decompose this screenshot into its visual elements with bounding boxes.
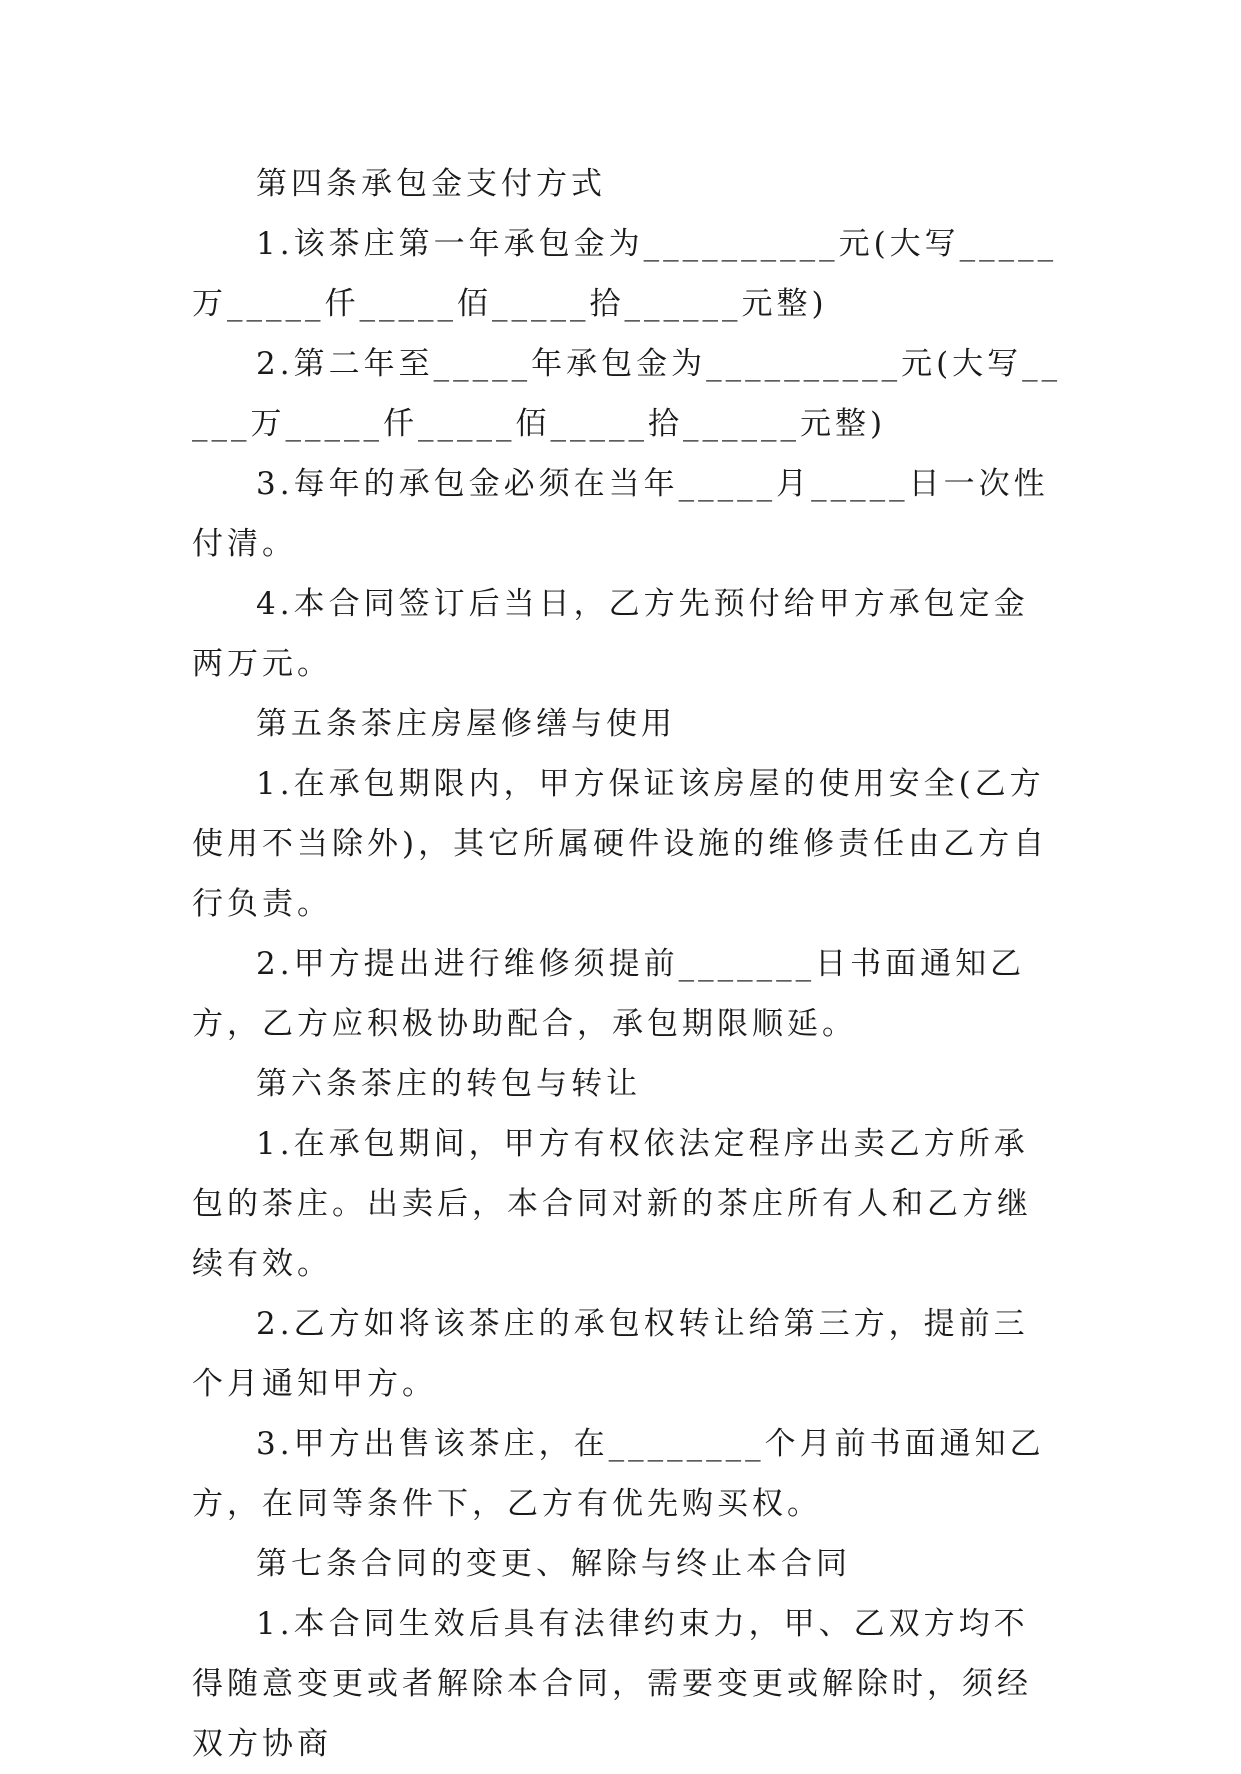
article-4-clause-2: 2.第二年至_____年承包金为__________元(大写_____万_____仟_____佰_____拾______元整) xyxy=(192,346,1062,442)
article-6-clause-3: 3.甲方出售该茶庄，在________个月前书面通知乙方，在同等条件下，乙方有优先购买权。 xyxy=(192,1426,1045,1522)
article-5-clause-2: 2.甲方提出进行维修须提前_______日书面通知乙方，乙方应积极协助配合，承包期限顺延。 xyxy=(192,946,1026,1042)
article-4-clause-4: 4.本合同签订后当日，乙方先预付给甲方承包定金两万元。 xyxy=(192,586,1029,682)
article-6-clause-1: 1.在承包期间，甲方有权依法定程序出卖乙方所承包的茶庄。出卖后，本合同对新的茶庄所有人和乙方继续有效。 xyxy=(192,1126,1032,1282)
article-7-clause-1: 1.本合同生效后具有法律约束力，甲、乙双方均不得随意变更或者解除本合同，需要变更或解除时，须经双方协商 xyxy=(192,1606,1032,1762)
article-6-clause-2: 2.乙方如将该茶庄的承包权转让给第三方，提前三个月通知甲方。 xyxy=(192,1306,1029,1402)
article-5-clause-1: 1.在承包期限内，甲方保证该房屋的使用安全(乙方使用不当除外)，其它所属硬件设施的维修责任由乙方自行负责。 xyxy=(192,766,1049,922)
article-7-heading: 第七条合同的变更、解除与终止本合同 xyxy=(256,1546,851,1582)
article-5-heading: 第五条茶庄房屋修缮与使用 xyxy=(256,706,676,742)
document-body xyxy=(192,154,1062,1774)
article-4-clause-3: 3.每年的承包金必须在当年_____月_____日一次性付清。 xyxy=(192,466,1049,562)
article-6-heading: 第六条茶庄的转包与转让 xyxy=(256,1066,641,1102)
article-4-heading: 第四条承包金支付方式 xyxy=(256,166,606,202)
article-4-clause-1: 1.该茶庄第一年承包金为__________元(大写_____万_____仟_____佰_____拾______元整) xyxy=(192,226,1058,322)
